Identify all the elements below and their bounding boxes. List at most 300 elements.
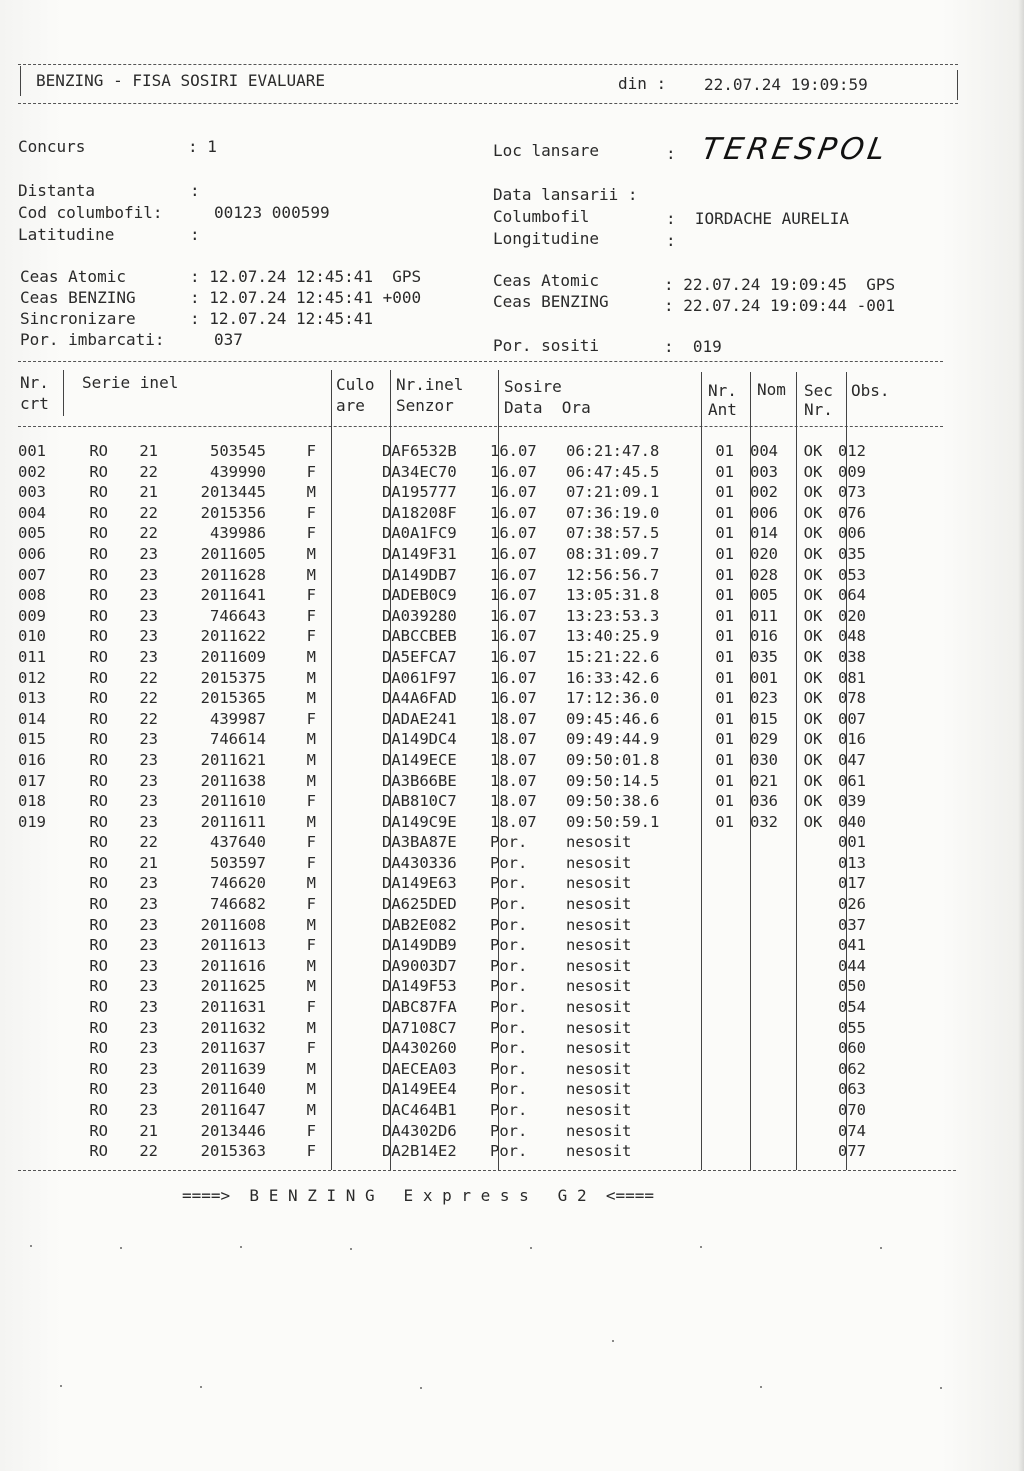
row-obs: 017	[838, 874, 866, 893]
row-antenna: 01	[715, 771, 734, 790]
row-sensor: DA149F31	[382, 544, 457, 563]
row-sensor: DA7108C7	[382, 1018, 457, 1037]
row-obs: 077	[838, 1142, 866, 1161]
ceas-atomic-start-label: Ceas Atomic	[20, 267, 126, 286]
row-time: 12:56:56.7	[566, 565, 660, 584]
table-row	[18, 585, 898, 606]
row-sensor: DA430260	[382, 1039, 457, 1058]
row-country: RO	[89, 565, 108, 584]
table-row	[18, 1038, 898, 1059]
row-sex: M	[306, 1018, 316, 1037]
row-color	[324, 997, 382, 1018]
sincronizare-value: : 12.07.24 12:45:41	[190, 309, 374, 328]
row-sec: OK	[803, 627, 823, 646]
row-date: 16.07	[490, 524, 537, 543]
row-obs: 012	[838, 442, 866, 460]
row-ring-number: 746682	[210, 895, 266, 914]
row-sec	[788, 832, 838, 853]
row-year: 23	[139, 977, 158, 996]
row-sex: M	[306, 689, 316, 708]
por-imbarcati-label: Por. imbarcati:	[20, 330, 165, 349]
print-speck	[200, 1386, 202, 1388]
row-time: 13:23:53.3	[566, 606, 660, 625]
row-nr	[18, 997, 64, 1018]
data-lansarii-label: Data lansarii :	[493, 185, 638, 204]
row-sec: OK	[803, 586, 823, 605]
row-year: 23	[139, 895, 158, 914]
ceas-benzing-end-value: : 22.07.24 19:09:44 -001	[664, 296, 896, 315]
row-time: 09:49:44.9	[566, 730, 660, 749]
row-date: Por.	[490, 1101, 528, 1119]
row-date: 16.07	[490, 627, 537, 646]
latitudine-value: :	[190, 225, 200, 244]
col-senzor-header: Senzor	[396, 396, 454, 415]
row-year: 23	[139, 565, 158, 584]
row-year: 21	[139, 1121, 158, 1140]
row-sec: OK	[803, 812, 823, 831]
row-nom: 032	[750, 812, 778, 831]
col-data-ora-header: Data Ora	[504, 398, 591, 417]
row-date: 18.07	[490, 750, 537, 769]
row-color	[324, 441, 382, 462]
row-year: 22	[139, 689, 158, 708]
row-antenna: 01	[715, 750, 734, 769]
row-year: 23	[139, 1039, 158, 1058]
table-header-rule	[18, 426, 943, 427]
row-sec: OK	[803, 544, 823, 563]
row-country: RO	[89, 936, 108, 955]
row-time: 16:33:42.6	[566, 668, 660, 687]
table-row	[18, 1079, 898, 1100]
row-antenna: 01	[715, 565, 734, 584]
col-culoare-header-2: are	[336, 396, 365, 415]
row-nr	[18, 935, 64, 956]
row-antenna	[686, 1121, 740, 1142]
row-nr: 015	[18, 730, 46, 749]
row-obs: 013	[838, 853, 866, 872]
col-sec-header: Sec	[804, 381, 833, 400]
row-date: Por.	[490, 936, 528, 955]
row-obs: 040	[838, 812, 866, 831]
row-sex: F	[306, 442, 316, 460]
table-row	[18, 565, 898, 586]
table-row	[18, 853, 898, 874]
table-row	[18, 997, 898, 1018]
row-sec: OK	[803, 730, 823, 749]
row-antenna: 01	[715, 483, 734, 502]
row-sex: M	[306, 812, 316, 831]
row-time: nesosit	[566, 956, 632, 975]
row-nom	[740, 1059, 788, 1080]
row-date: Por.	[490, 915, 528, 934]
row-sec	[788, 1141, 838, 1162]
row-sex: F	[306, 627, 316, 646]
row-ring-number: 2011647	[200, 1101, 266, 1119]
row-year: 23	[139, 936, 158, 955]
por-imbarcati-value: 037	[214, 330, 243, 349]
row-year: 23	[139, 627, 158, 646]
sincronizare-label: Sincronizare	[20, 309, 136, 328]
row-sex: M	[306, 565, 316, 584]
row-color	[324, 791, 382, 812]
table-row	[18, 791, 898, 812]
row-sensor: DA149EE4	[382, 1080, 457, 1099]
row-nr	[18, 873, 64, 894]
row-sensor: DAF6532B	[382, 442, 457, 460]
row-country: RO	[89, 544, 108, 563]
row-sex: M	[306, 915, 316, 934]
row-antenna	[686, 1038, 740, 1059]
row-sec: OK	[803, 483, 823, 502]
table-row	[18, 482, 898, 503]
row-nom: 011	[750, 606, 778, 625]
row-obs: 061	[838, 771, 866, 790]
row-nr	[18, 1100, 64, 1121]
row-nom: 023	[750, 689, 778, 708]
row-antenna: 01	[715, 524, 734, 543]
report-date-value: 22.07.24 19:09:59	[704, 75, 868, 94]
row-time: 06:21:47.8	[566, 442, 660, 460]
row-nr	[18, 853, 64, 874]
row-sec: OK	[803, 606, 823, 625]
row-antenna	[686, 976, 740, 997]
row-ring-number: 2011622	[200, 627, 266, 646]
print-speck	[700, 1246, 702, 1248]
row-antenna	[686, 1100, 740, 1121]
table-row	[18, 709, 898, 730]
row-color	[324, 1141, 382, 1162]
row-color	[324, 482, 382, 503]
row-year: 23	[139, 874, 158, 893]
row-country: RO	[89, 606, 108, 625]
row-year: 22	[139, 833, 158, 852]
row-country: RO	[89, 853, 108, 872]
row-antenna: 01	[715, 709, 734, 728]
por-sositi-value: : 019	[664, 337, 722, 356]
report-title: BENZING - FISA SOSIRI EVALUARE	[36, 71, 325, 90]
row-year: 22	[139, 709, 158, 728]
row-country: RO	[89, 462, 108, 481]
row-sex: M	[306, 730, 316, 749]
row-antenna: 01	[715, 627, 734, 646]
row-sensor: DA3BA87E	[382, 833, 457, 852]
table-row	[18, 1141, 898, 1162]
row-obs: 074	[838, 1121, 866, 1140]
row-sensor: DA9003D7	[382, 956, 457, 975]
col-nrinel-header: Nr.inel	[396, 375, 464, 394]
row-antenna	[686, 832, 740, 853]
por-sositi-label: Por. sositi	[493, 336, 599, 355]
row-sex: M	[306, 956, 316, 975]
row-sensor: DA4302D6	[382, 1121, 457, 1140]
row-obs: 070	[838, 1101, 866, 1119]
row-sex: F	[306, 1039, 316, 1058]
row-sensor: DA34EC70	[382, 462, 457, 481]
row-color	[324, 750, 382, 771]
row-country: RO	[89, 668, 108, 687]
row-obs: 026	[838, 895, 866, 914]
row-nr: 005	[18, 524, 46, 543]
row-color	[324, 853, 382, 874]
row-sex: M	[306, 544, 316, 563]
row-ring-number: 2015356	[200, 503, 266, 522]
row-sensor: DA149ECE	[382, 750, 457, 769]
print-speck	[120, 1247, 122, 1249]
header-right-bar	[957, 70, 958, 100]
row-sec	[788, 976, 838, 997]
report-date-label: din :	[618, 74, 667, 93]
row-nr: 003	[18, 483, 46, 502]
row-sec: OK	[803, 503, 823, 522]
print-speck	[530, 1247, 532, 1249]
col-culoare-header: Culo	[336, 375, 375, 394]
row-sex: M	[306, 1080, 316, 1099]
row-date: 18.07	[490, 792, 537, 811]
row-country: RO	[89, 647, 108, 666]
concurs-label: Concurs	[18, 137, 86, 156]
row-sec	[788, 1100, 838, 1121]
row-nom	[740, 873, 788, 894]
row-sec	[788, 1018, 838, 1039]
row-obs: 054	[838, 998, 866, 1017]
row-sensor: DA625DED	[382, 895, 457, 914]
row-ring-number: 2011640	[200, 1080, 266, 1099]
row-ring-number: 2011616	[200, 956, 266, 975]
row-time: nesosit	[566, 915, 632, 934]
row-country: RO	[89, 915, 108, 934]
row-year: 23	[139, 586, 158, 605]
row-sex: F	[306, 792, 316, 811]
longitudine-value: :	[666, 231, 676, 250]
row-obs: 041	[838, 936, 866, 955]
row-nr: 019	[18, 812, 46, 831]
header-left-bar	[20, 66, 21, 96]
row-ring-number: 2011609	[200, 647, 266, 666]
row-time: nesosit	[566, 936, 632, 955]
row-color	[324, 523, 382, 544]
table-bottom-rule	[18, 1170, 956, 1171]
row-color	[324, 771, 382, 792]
row-country: RO	[89, 1101, 108, 1119]
row-time: nesosit	[566, 895, 632, 914]
row-nom	[740, 1121, 788, 1142]
row-country: RO	[89, 1142, 108, 1161]
row-obs: 078	[838, 689, 866, 708]
row-ring-number: 746614	[210, 730, 266, 749]
row-antenna	[686, 894, 740, 915]
row-date: 16.07	[490, 544, 537, 563]
row-country: RO	[89, 792, 108, 811]
row-date: 18.07	[490, 812, 537, 831]
row-ring-number: 439987	[210, 709, 266, 728]
row-nr: 017	[18, 771, 46, 790]
table-row	[18, 729, 898, 750]
row-ring-number: 2011632	[200, 1018, 266, 1037]
row-country: RO	[89, 771, 108, 790]
row-sec	[788, 997, 838, 1018]
row-sex: M	[306, 647, 316, 666]
row-antenna	[686, 915, 740, 936]
row-nom	[740, 1079, 788, 1100]
row-date: 16.07	[490, 442, 537, 460]
row-sensor: DA149DC4	[382, 730, 457, 749]
row-time: nesosit	[566, 853, 632, 872]
row-date: Por.	[490, 1121, 528, 1140]
row-obs: 009	[838, 462, 866, 481]
row-sec	[788, 1121, 838, 1142]
row-sec	[788, 1038, 838, 1059]
row-nr: 002	[18, 462, 46, 481]
row-sex: M	[306, 1059, 316, 1078]
row-date: 16.07	[490, 565, 537, 584]
row-date: 16.07	[490, 483, 537, 502]
row-year: 22	[139, 503, 158, 522]
row-color	[324, 956, 382, 977]
row-sex: F	[306, 586, 316, 605]
row-nr	[18, 1059, 64, 1080]
columbofil-value: : IORDACHE AURELIA	[666, 209, 850, 228]
row-sec: OK	[803, 647, 823, 666]
row-sex: F	[306, 936, 316, 955]
table-row	[18, 503, 898, 524]
row-ring-number: 503545	[210, 442, 266, 460]
row-time: 06:47:45.5	[566, 462, 660, 481]
row-nr	[18, 1079, 64, 1100]
row-nom: 030	[750, 750, 778, 769]
table-row	[18, 441, 898, 462]
row-sec: OK	[803, 565, 823, 584]
row-sex: M	[306, 668, 316, 687]
row-date: Por.	[490, 956, 528, 975]
row-country: RO	[89, 1018, 108, 1037]
ceas-atomic-end-value: : 22.07.24 19:09:45 GPS	[664, 275, 896, 294]
row-antenna	[686, 1018, 740, 1039]
columbofil-label: Columbofil	[493, 207, 590, 226]
row-time: 08:31:09.7	[566, 544, 660, 563]
row-year: 23	[139, 1080, 158, 1099]
row-year: 23	[139, 956, 158, 975]
row-ring-number: 2011637	[200, 1039, 266, 1058]
row-antenna: 01	[715, 647, 734, 666]
row-sec: OK	[803, 524, 823, 543]
row-obs: 047	[838, 750, 866, 769]
table-row	[18, 668, 898, 689]
row-time: 13:40:25.9	[566, 627, 660, 646]
row-antenna	[686, 997, 740, 1018]
row-obs: 062	[838, 1059, 866, 1078]
row-antenna	[686, 1059, 740, 1080]
row-date: Por.	[490, 874, 528, 893]
row-country: RO	[89, 1080, 108, 1099]
row-nr	[18, 832, 64, 853]
row-sec: OK	[803, 442, 823, 460]
row-ring-number: 2011613	[200, 936, 266, 955]
table-row	[18, 647, 898, 668]
table-row	[18, 976, 898, 997]
row-time: 07:36:19.0	[566, 503, 660, 522]
print-speck	[420, 1387, 422, 1389]
row-color	[324, 688, 382, 709]
row-ring-number: 439990	[210, 462, 266, 481]
ceas-benzing-end-label: Ceas BENZING	[493, 292, 609, 311]
row-country: RO	[89, 689, 108, 708]
table-row	[18, 1121, 898, 1142]
col-nr-ant-header: Nr.	[708, 381, 737, 400]
row-nr: 004	[18, 503, 46, 522]
row-ring-number: 2011638	[200, 771, 266, 790]
row-nom: 036	[750, 792, 778, 811]
row-nr	[18, 915, 64, 936]
row-antenna	[686, 935, 740, 956]
row-country: RO	[89, 524, 108, 543]
row-antenna	[686, 853, 740, 874]
print-speck	[940, 1387, 942, 1389]
table-row	[18, 1100, 898, 1121]
row-time: 13:05:31.8	[566, 586, 660, 605]
row-time: nesosit	[566, 874, 632, 893]
distanta-value: :	[190, 181, 200, 200]
row-sec: OK	[803, 668, 823, 687]
row-antenna: 01	[715, 812, 734, 831]
loc-lansare-sep: :	[666, 144, 676, 163]
row-nom	[740, 1100, 788, 1121]
table-row	[18, 832, 898, 853]
row-nr: 007	[18, 565, 46, 584]
row-year: 23	[139, 771, 158, 790]
table-row	[18, 956, 898, 977]
col-sec-header-2: Nr.	[804, 400, 833, 419]
header-bottom-rule	[18, 103, 958, 104]
row-nr: 014	[18, 709, 46, 728]
row-obs: 055	[838, 1018, 866, 1037]
row-nom: 003	[750, 462, 778, 481]
row-sec	[788, 853, 838, 874]
row-time: 15:21:22.6	[566, 647, 660, 666]
row-year: 22	[139, 524, 158, 543]
row-sensor: DA149E63	[382, 874, 457, 893]
row-ring-number: 2011625	[200, 977, 266, 996]
row-date: Por.	[490, 1039, 528, 1058]
row-country: RO	[89, 833, 108, 852]
row-year: 23	[139, 730, 158, 749]
row-nom: 006	[750, 503, 778, 522]
row-nom: 015	[750, 709, 778, 728]
row-sensor: DA430336	[382, 853, 457, 872]
row-sex: F	[306, 524, 316, 543]
row-year: 22	[139, 668, 158, 687]
row-color	[324, 565, 382, 586]
row-antenna: 01	[715, 689, 734, 708]
row-sec: OK	[803, 771, 823, 790]
row-sensor: DA2B14E2	[382, 1142, 457, 1161]
row-sensor: DA3B66BE	[382, 771, 457, 790]
row-ring-number: 2011628	[200, 565, 266, 584]
row-color	[324, 1100, 382, 1121]
row-year: 21	[139, 853, 158, 872]
row-color	[324, 1121, 382, 1142]
row-time: 09:50:59.1	[566, 812, 660, 831]
row-year: 21	[139, 483, 158, 502]
row-sex: F	[306, 462, 316, 481]
row-color	[324, 585, 382, 606]
row-ring-number: 746620	[210, 874, 266, 893]
row-obs: 007	[838, 709, 866, 728]
table-row	[18, 750, 898, 771]
row-date: Por.	[490, 895, 528, 914]
row-time: nesosit	[566, 1101, 632, 1119]
row-country: RO	[89, 1059, 108, 1078]
ceas-atomic-end-label: Ceas Atomic	[493, 271, 599, 290]
